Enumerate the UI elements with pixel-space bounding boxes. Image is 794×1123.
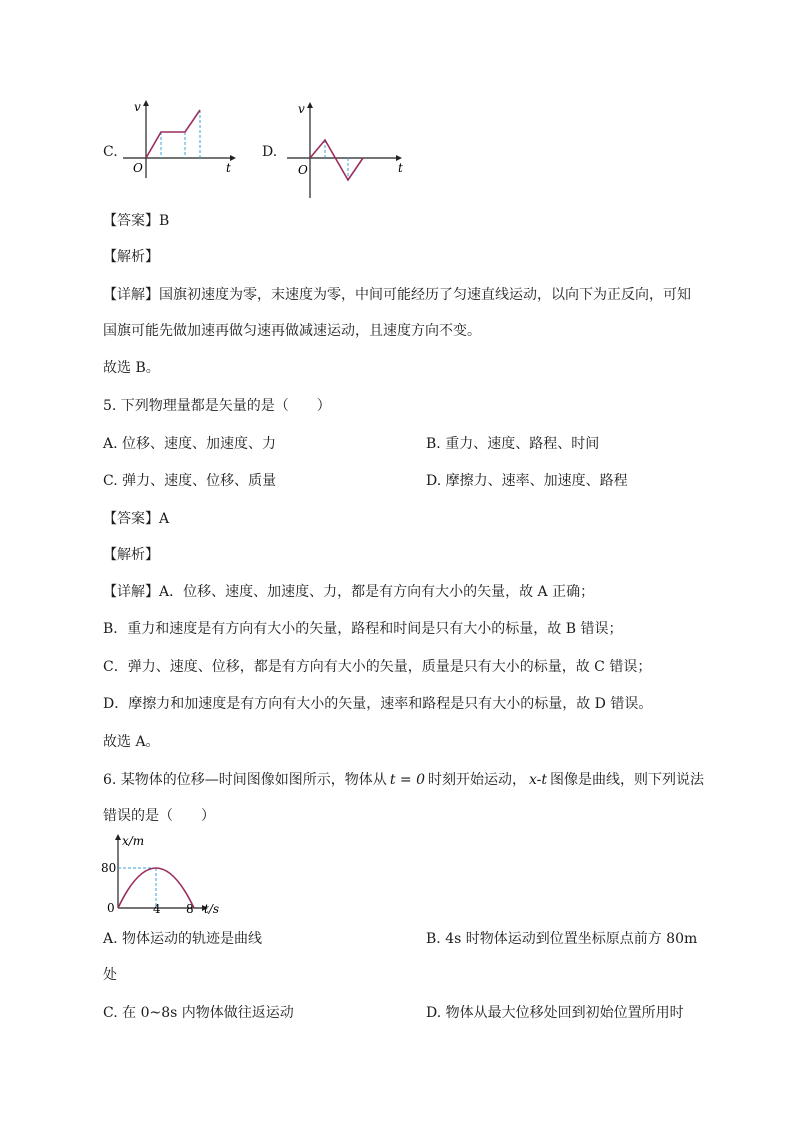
q6-x-axis-label-text: x/m [122, 834, 145, 848]
q6-option-d: D. 物体从最大位移处回到初始位置所用时 [426, 1005, 684, 1021]
q6-stem-part2: 时刻开始运动， [427, 772, 526, 788]
q5-analysis-title: 【解析】 [103, 547, 159, 563]
q5-option-a: A. 位移、速度、加速度、力 [103, 436, 277, 452]
option-d-label: D. [262, 144, 278, 160]
q5-detail-a: 【详解】A．位移、速度、加速度、力，都是有方向有大小的矢量，故 A 正确； [103, 584, 595, 600]
q6-option-b-continuation: 处 [103, 967, 117, 983]
option-c-label: C. [103, 144, 118, 160]
c-origin-label: O [133, 161, 143, 175]
q6-displacement-time-graph [98, 832, 228, 922]
q6-x-axis-label [122, 834, 144, 848]
q6-stem-part1: 6. 某物体的位移—时间图像如图所示，物体从 [103, 772, 387, 788]
q6-stem-part3: 图像是曲线，则下列说法 [550, 772, 704, 788]
q4-detail-line-2: 国旗可能先做加速再做匀速再做减速运动，且速度方向不变。 [103, 323, 481, 339]
q4-answer: 【答案】B [103, 213, 170, 229]
q6-stem-t0: t = 0 [389, 772, 425, 788]
q6-stem-xt: x-t [528, 772, 547, 788]
c-v-axis-arrow [143, 100, 149, 106]
c-t-axis-arrow [230, 155, 236, 161]
q5-detail-c: C．弹力、速度、位移，都是有方向有大小的矢量，质量是只有大小的标量，故 C 错误； [103, 659, 652, 675]
c-velocity-line [146, 110, 200, 158]
q5-detail-d: D．摩擦力和加速度是有方向有大小的矢量，速率和路程是只有大小的标量，故 D 错误。 [103, 696, 653, 712]
d-v-label: v [298, 102, 305, 116]
q5-option-c: C. 弹力、速度、位移、质量 [103, 473, 277, 489]
q4-analysis-title: 【解析】 [103, 249, 159, 265]
q4-conclusion: 故选 B。 [103, 360, 160, 376]
d-t-label: t [398, 161, 403, 175]
q6-option-b: B. 4s 时物体运动到位置坐标原点前方 80m [426, 931, 698, 947]
q5-conclusion: 故选 A。 [103, 734, 160, 750]
q6-option-a: A. 物体运动的轨迹是曲线 [103, 931, 263, 947]
q6-x-tick-8: 8 [186, 902, 194, 916]
q5-answer: 【答案】A [103, 511, 170, 527]
option-d-velocity-graph [282, 98, 407, 200]
q6-origin-label: 0 [107, 901, 115, 915]
option-c-velocity-graph [118, 98, 243, 180]
q6-x-axis-arrow [115, 834, 121, 840]
q6-stem-line-1 [103, 770, 704, 790]
c-t-label: t [226, 161, 231, 175]
q6-x-tick-4: 4 [153, 902, 161, 916]
c-v-label: v [134, 100, 141, 114]
q6-stem-line-2: 错误的是（ ） [103, 808, 215, 824]
q4-detail-line-1: 【详解】国旗初速度为零，末速度为零，中间可能经历了匀速直线运动，以向下为正反向，可知 [103, 287, 691, 303]
q5-option-d: D. 摩擦力、速率、加速度、路程 [426, 473, 628, 489]
q6-t-axis-label: t/s [204, 902, 220, 916]
q5-option-b: B. 重力、速度、路程、时间 [426, 436, 600, 452]
q6-option-c: C. 在 0~8s 内物体做往返运动 [103, 1005, 294, 1021]
q6-y-tick-80: 80 [101, 861, 117, 875]
d-v-axis-arrow [307, 102, 313, 108]
d-origin-label: O [298, 163, 308, 177]
d-velocity-line [310, 140, 363, 180]
q5-detail-b: B．重力和速度是有方向有大小的矢量，路程和时间是只有大小的标量，故 B 错误； [103, 621, 623, 637]
q5-stem: 5. 下列物理量都是矢量的是（ ） [103, 398, 331, 414]
